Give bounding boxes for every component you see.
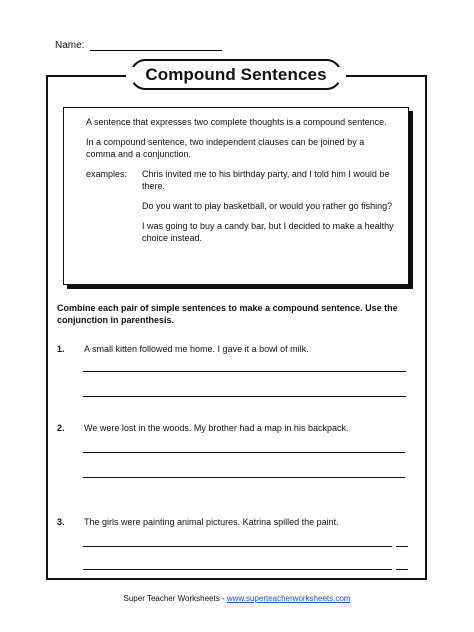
example-row-1	[86, 168, 396, 192]
example-row-3	[86, 220, 396, 244]
answer-line[interactable]	[396, 569, 408, 570]
question-number: 3.	[57, 517, 65, 527]
answer-line[interactable]	[83, 452, 405, 453]
question-text: A small kitten followed me home. I gave it a bowl of milk.	[84, 344, 309, 354]
example-row-2	[86, 200, 396, 212]
definition-box	[63, 107, 409, 285]
example-2: Do you want to play basketball, or would you rather go fishing?	[142, 201, 393, 211]
example-1: Chris invited me to his birthday party, and I told him I would be there.	[142, 169, 390, 191]
question-number: 1.	[57, 344, 65, 354]
footer	[0, 594, 474, 603]
name-row	[55, 40, 222, 51]
examples-label: examples:	[86, 169, 128, 179]
name-label: Name:	[55, 40, 85, 51]
example-3: I was going to buy a candy bar, but I decided to make a healthy choice instead.	[142, 221, 394, 243]
answer-line[interactable]	[83, 546, 392, 547]
definition-paragraph-2: In a compound sentence, two independent clauses can be joined by a comma and a conjunction.	[86, 137, 365, 159]
answer-line[interactable]	[83, 396, 406, 397]
question-text: We were lost in the woods. My brother had a map in his backpack.	[84, 423, 349, 433]
question-number: 2.	[57, 423, 65, 433]
page-title	[130, 59, 342, 90]
page-title-text: Compound Sentences	[145, 64, 327, 84]
question-text: The girls were painting animal pictures. Katrina spilled the paint.	[84, 517, 339, 527]
answer-line[interactable]	[396, 546, 408, 547]
name-blank-line[interactable]	[90, 40, 222, 51]
answer-line[interactable]	[83, 371, 406, 372]
footer-link[interactable]: www.superteacherworksheets.com	[226, 594, 351, 603]
footer-site: Super Teacher Worksheets	[123, 594, 220, 603]
footer-separator: -	[221, 594, 225, 603]
definition-paragraph-1: A sentence that expresses two complete thoughts is a compound sentence.	[86, 117, 387, 127]
instructions: Combine each pair of simple sentences to make a compound sentence. Use the conjunction in parenthesis.	[57, 303, 398, 325]
answer-line[interactable]	[83, 477, 405, 478]
answer-line[interactable]	[83, 569, 392, 570]
